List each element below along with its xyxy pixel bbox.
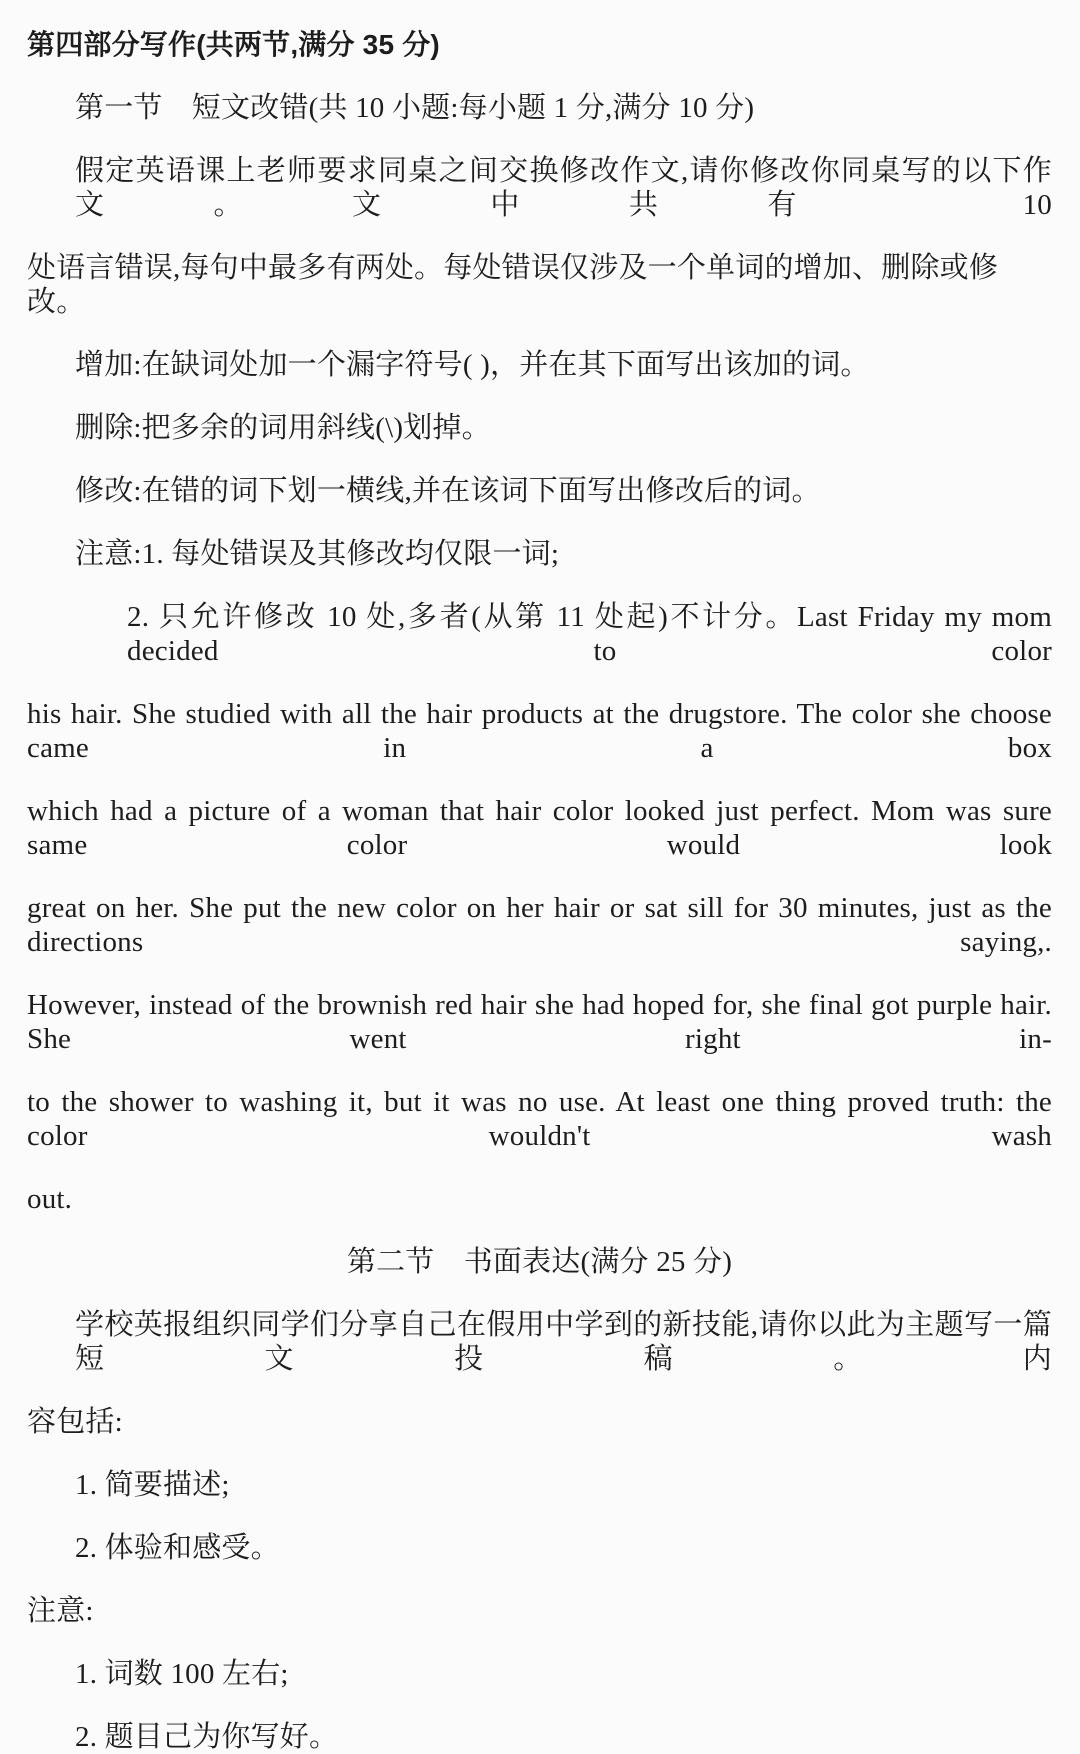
passage-line7: out.: [27, 1183, 73, 1215]
part4-heading: 第四部分写作(共两节,满分 35 分): [27, 29, 440, 60]
passage-line3: which had a picture of a woman that hair color looked just perfect. Mom was sure same color would look: [27, 795, 1052, 861]
section2-intro-line1: 学校英报组织同学们分享自己在假用中学到的新技能,请你以此为主题写一篇短文投稿。内: [75, 1309, 1052, 1375]
section1-heading: 第一节 短文改错(共 10 小题:每小题 1 分,满分 10 分): [75, 92, 755, 124]
section2-heading: 第二节 书面表达(满分 25 分): [346, 1246, 733, 1278]
passage-line4: great on her. She put the new color on her hair or sat sill for 30 minutes, just as the directions saying,.: [27, 892, 1052, 958]
rule-add: 增加:在缺词处加一个漏字符号( )，并在其下面写出该加的词。: [75, 349, 870, 381]
passage-line6: to the shower to washing it, but it was no use. At least one thing proved truth: the color wouldn't wash: [27, 1086, 1052, 1152]
section2-note1: 1. 词数 100 左右;: [75, 1658, 289, 1690]
section2-notes-label: 注意:: [27, 1595, 94, 1627]
section2-intro-line2: 容包括:: [27, 1406, 123, 1438]
passage-line2: his hair. She studied with all the hair products at the drugstore. The color she choose came in a box: [27, 698, 1052, 764]
section1-note1: 注意:1. 每处错误及其修改均仅限一词;: [75, 538, 560, 570]
passage-line5: However, instead of the brownish red hair she had hoped for, she final got purple hair. She went right in-: [27, 989, 1052, 1055]
section2-point2: 2. 体验和感受。: [75, 1532, 280, 1564]
section1-intro-line2: 处语言错误,每句中最多有两处。每处错误仅涉及一个单词的增加、删除或修改。: [27, 252, 999, 318]
rule-delete: 删除:把多余的词用斜线(\)划掉。: [75, 412, 491, 444]
section1-note2-and-passage-line1: 2. 只允许修改 10 处,多者(从第 11 处起)不计分。Last Friday my mom decided to color: [127, 601, 1052, 667]
section1-intro-line1: 假定英语课上老师要求同桌之间交换修改作文,请你修改你同桌写的以下作文。文中共有 10: [75, 155, 1052, 221]
section2-note2: 2. 题目己为你写好。: [75, 1721, 339, 1753]
section2-point1: 1. 简要描述;: [75, 1469, 230, 1501]
rule-modify: 修改:在错的词下划一横线,并在该词下面写出修改后的词。: [75, 475, 821, 507]
